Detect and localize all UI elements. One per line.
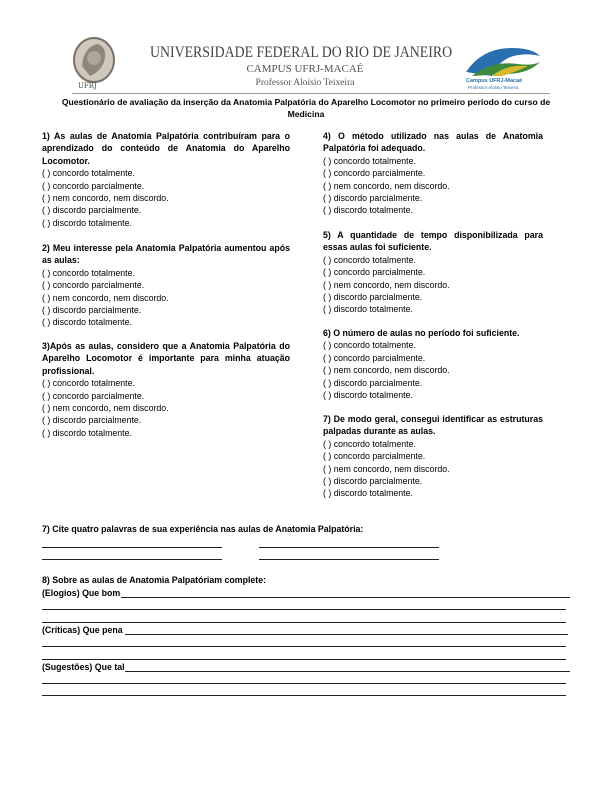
university-name: UNIVERSIDADE FEDERAL DO RIO DE JANEIRO	[150, 44, 453, 61]
answer-option[interactable]: ( ) discordo totalmente.	[42, 317, 132, 328]
question-text: 4) O método utilizado nas aulas de Anatomia Palpatória foi adequado.	[323, 131, 543, 154]
answer-option[interactable]: ( ) discordo parcialmente.	[323, 476, 423, 487]
question-4	[323, 130, 543, 217]
answer-option[interactable]: ( ) discordo parcialmente.	[323, 193, 423, 204]
question-7-open: 7) Cite quatro palavras de sua experiência nas aulas de Anatomia Palpatória:	[42, 524, 364, 534]
answer-option[interactable]: ( ) discordo totalmente.	[323, 488, 413, 499]
answer-option[interactable]: ( ) discordo totalmente.	[323, 205, 413, 216]
sugestoes-line[interactable]	[125, 671, 570, 672]
answer-option[interactable]: ( ) nem concordo, nem discordo.	[323, 180, 450, 191]
elogios-label: (Elogios) Que bom	[42, 588, 121, 598]
answer-option[interactable]: ( ) discordo totalmente.	[42, 427, 132, 438]
answer-line[interactable]	[259, 559, 439, 560]
ufrj-logo: UFRJ	[70, 36, 118, 94]
question-2	[42, 242, 290, 329]
answer-option[interactable]: ( ) nem concordo, nem discordo.	[323, 365, 450, 376]
question-8: 8) Sobre as aulas de Anatomia Palpatóriam complete:	[42, 575, 267, 585]
professor-name: Professor Aloísio Teixeira	[255, 78, 355, 88]
answer-line[interactable]	[42, 646, 566, 647]
answer-line[interactable]	[42, 622, 566, 623]
question-text: 1) As aulas de Anatomia Palpatória contribuíram para o aprendizado do conteúdo de Anatomia do Aparelho Locomotor.	[42, 131, 290, 166]
answer-option[interactable]: ( ) discordo parcialmente.	[42, 415, 142, 426]
question-7	[323, 413, 543, 500]
answer-option[interactable]: ( ) concordo parcialmente.	[323, 451, 426, 462]
answer-option[interactable]: ( ) discordo parcialmente.	[323, 292, 423, 303]
criticas-label: (Críticas) Que pena	[42, 625, 123, 635]
answer-option[interactable]: ( ) discordo totalmente.	[323, 390, 413, 401]
answer-option[interactable]: ( ) concordo totalmente.	[323, 438, 416, 449]
question-1	[42, 130, 290, 229]
answer-line[interactable]	[42, 609, 566, 610]
answer-line[interactable]	[42, 547, 222, 548]
question-text: 5) A quantidade de tempo disponibilizada para essas aulas foi suficiente.	[323, 230, 543, 253]
answer-option[interactable]: ( ) concordo parcialmente.	[323, 352, 426, 363]
question-text: 7) De modo geral, consegui identificar as estruturas palpadas durante as aulas.	[323, 414, 543, 437]
answer-line[interactable]	[42, 659, 566, 660]
sugestoes-label: (Sugestões) Que tal	[42, 662, 125, 672]
question-text: 6) O número de aulas no período foi suficiente.	[323, 328, 520, 338]
answer-option[interactable]: ( ) discordo totalmente.	[323, 304, 413, 315]
answer-option[interactable]: ( ) concordo totalmente.	[323, 254, 416, 265]
answer-option[interactable]: ( ) concordo totalmente.	[42, 378, 135, 389]
campus-name: CAMPUS UFRJ-MACAÉ	[246, 63, 364, 75]
answer-line[interactable]	[42, 683, 566, 684]
header-divider	[72, 93, 550, 94]
question-5	[323, 229, 543, 316]
answer-option[interactable]: ( ) nem concordo, nem discordo.	[323, 463, 450, 474]
answer-option[interactable]: ( ) discordo parcialmente.	[323, 377, 423, 388]
criticas-line[interactable]	[125, 634, 568, 635]
elogios-line[interactable]	[121, 597, 570, 598]
answer-option[interactable]: ( ) nem concordo, nem discordo.	[42, 193, 169, 204]
answer-option[interactable]: ( ) concordo totalmente.	[42, 267, 135, 278]
answer-option[interactable]: ( ) nem concordo, nem discordo.	[323, 279, 450, 290]
answer-option[interactable]: ( ) nem concordo, nem discordo.	[42, 292, 169, 303]
answer-option[interactable]: ( ) concordo totalmente.	[42, 168, 135, 179]
campus-macae-logo: Campus UFRJ-Macaé Professor Aloísio Teixeira	[462, 42, 544, 92]
question-text: 2) Meu interesse pela Anatomia Palpatória aumentou após as aulas:	[42, 243, 290, 266]
questionnaire-title: Questionário de avaliação da inserção da Anatomia Palpatória do Aparelho Locomotor no primeiro período do curso de Medicina	[61, 97, 551, 119]
answer-option[interactable]: ( ) concordo parcialmente.	[323, 168, 426, 179]
answer-option[interactable]: ( ) concordo totalmente.	[323, 340, 416, 351]
answer-option[interactable]: ( ) concordo parcialmente.	[42, 180, 145, 191]
question-text: 3)Após as aulas, considero que a Anatomia Palpatória do Aparelho Locomotor é importante para minha atuação profissional.	[42, 341, 290, 376]
question-3	[42, 340, 290, 439]
question-6	[323, 327, 543, 401]
answer-line[interactable]	[42, 559, 222, 560]
answer-option[interactable]: ( ) concordo totalmente.	[323, 155, 416, 166]
answer-option[interactable]: ( ) discordo parcialmente.	[42, 305, 142, 316]
answer-line[interactable]	[42, 695, 566, 696]
answer-option[interactable]: ( ) concordo parcialmente.	[323, 267, 426, 278]
answer-option[interactable]: ( ) concordo parcialmente.	[42, 280, 145, 291]
answer-line[interactable]	[259, 547, 439, 548]
answer-option[interactable]: ( ) concordo parcialmente.	[42, 390, 145, 401]
answer-option[interactable]: ( ) nem concordo, nem discordo.	[42, 403, 169, 414]
answer-option[interactable]: ( ) discordo totalmente.	[42, 217, 132, 228]
answer-option[interactable]: ( ) discordo parcialmente.	[42, 205, 142, 216]
